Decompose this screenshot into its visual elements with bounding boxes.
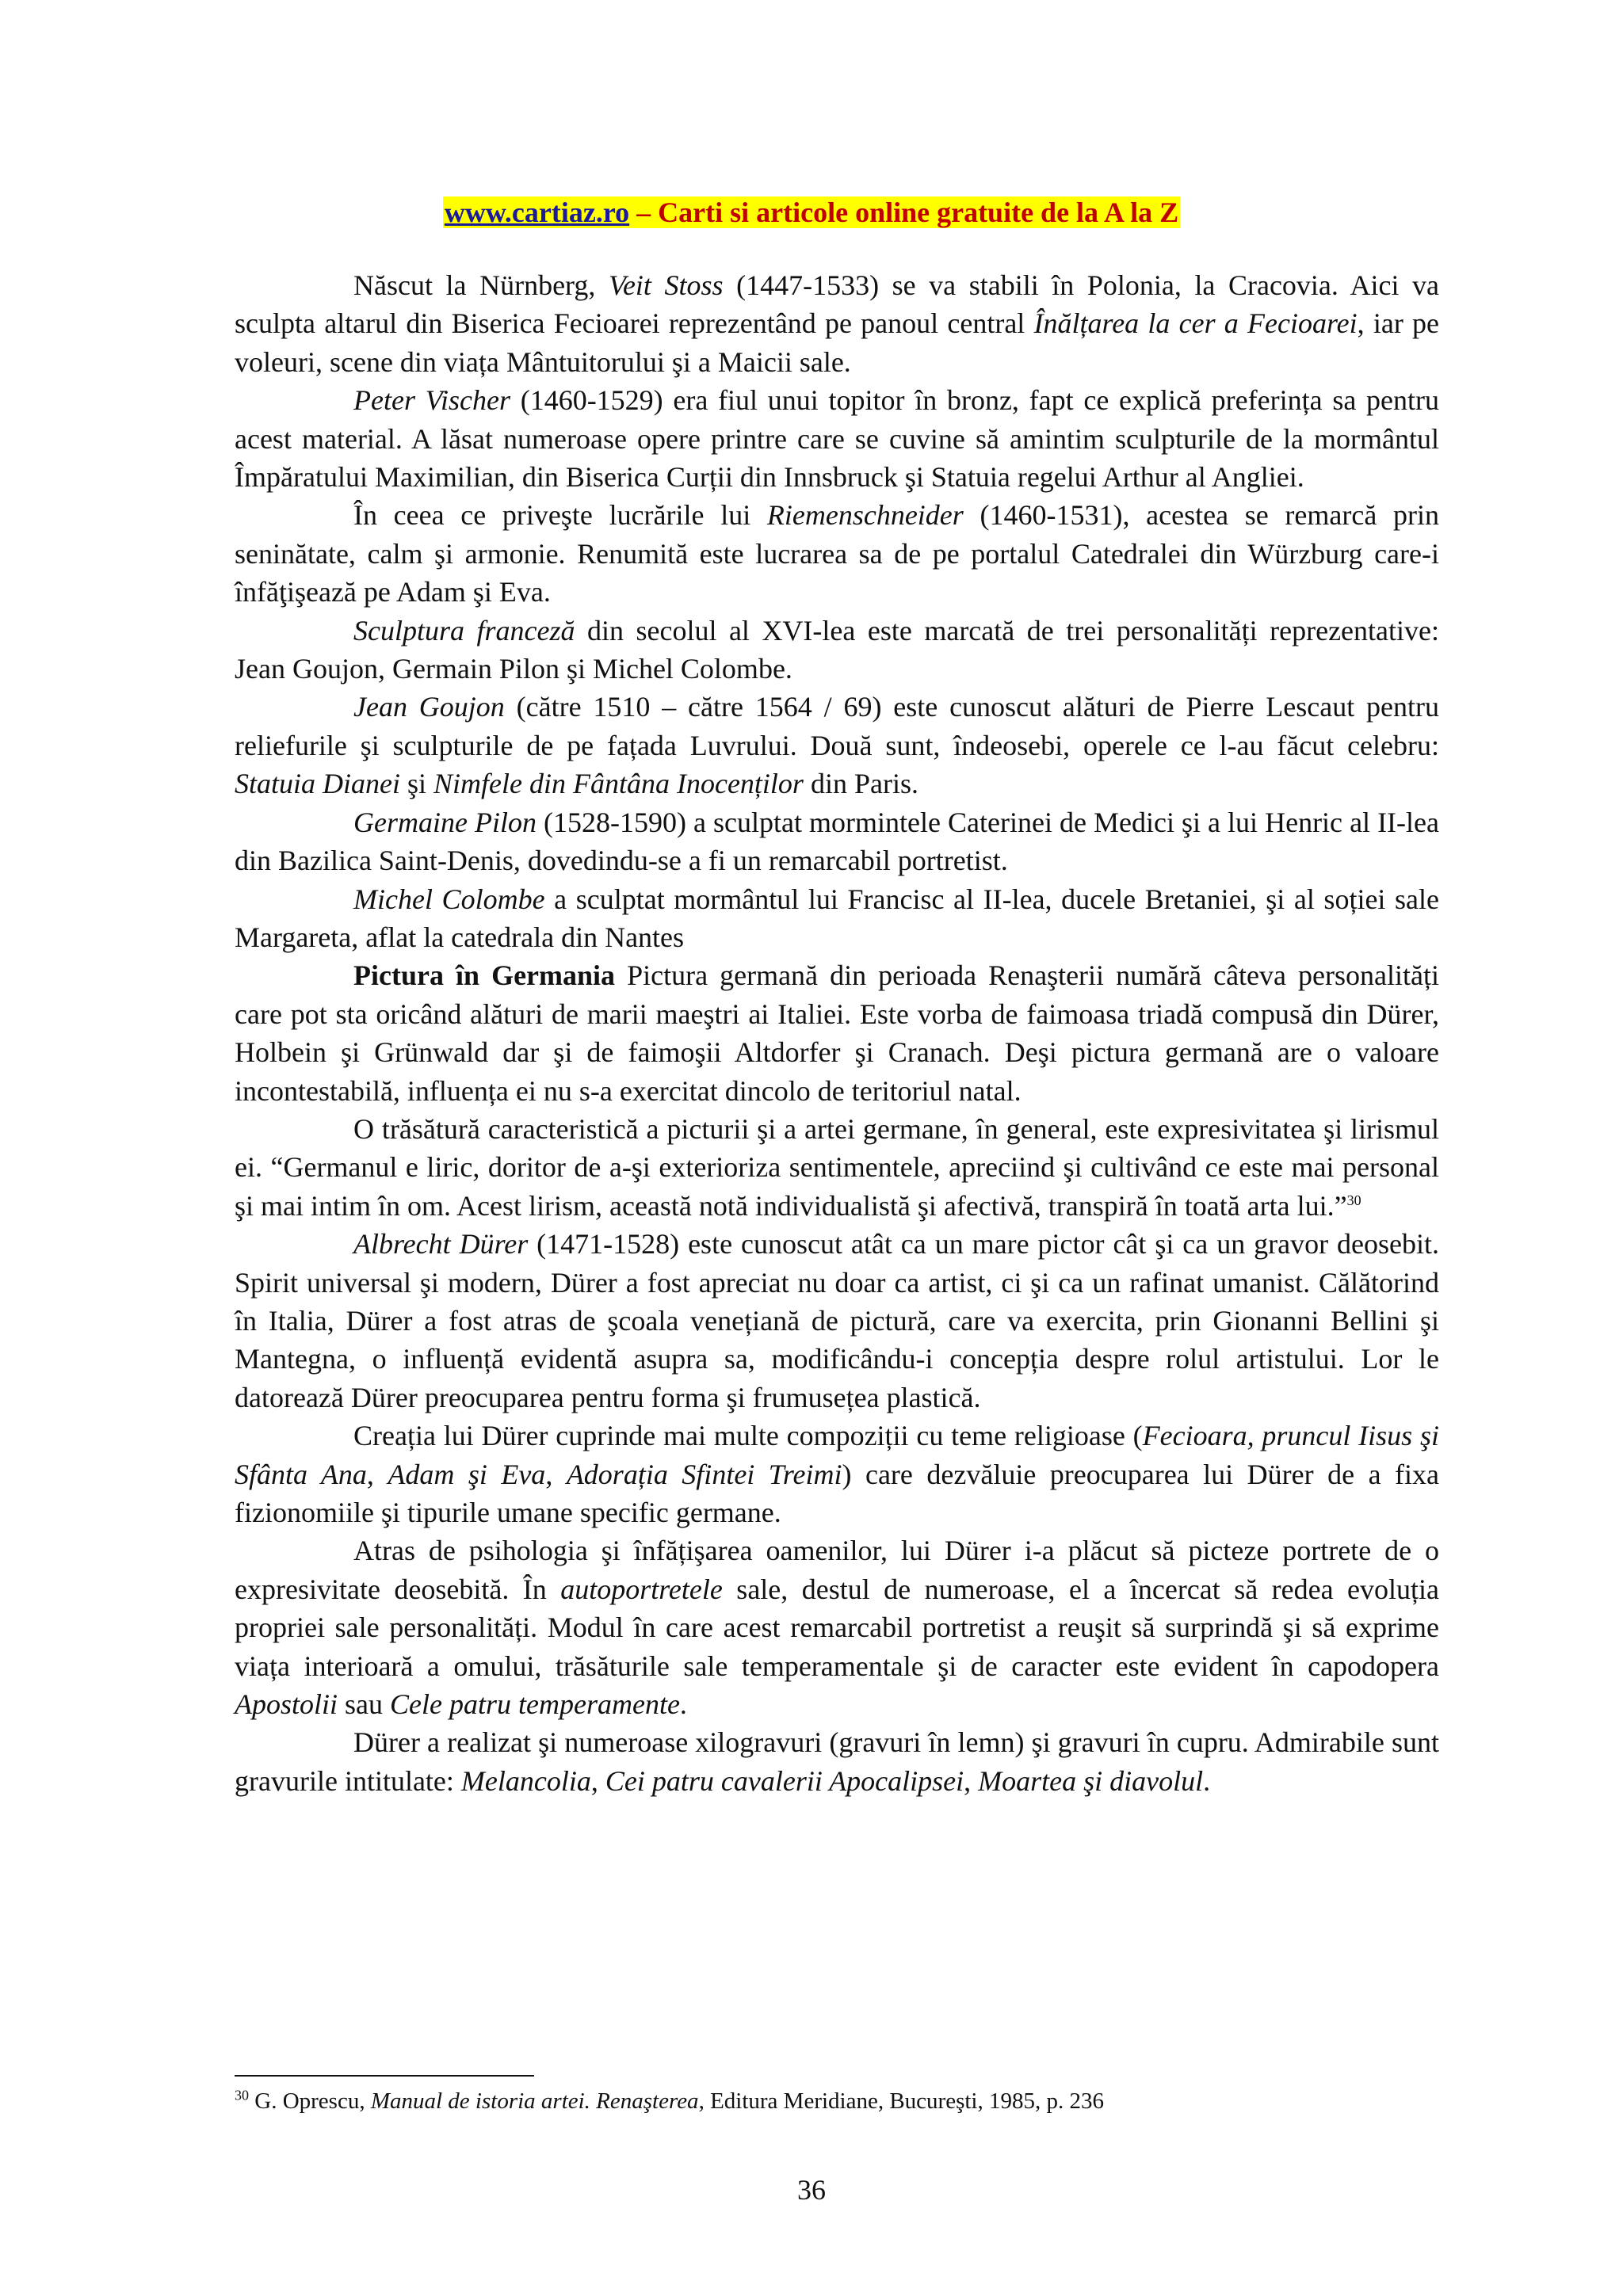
bold-heading: Pictura în Germania — [353, 959, 616, 992]
paragraph — [235, 266, 1439, 381]
text-run: În ceea ce priveşte lucrările lui — [353, 499, 767, 532]
italic-text: Manual de istoria artei. Renaşterea — [370, 2088, 699, 2114]
paragraph — [235, 1723, 1439, 1800]
footnote-ref: 30 — [1346, 1192, 1361, 1208]
text-run: din secolul al XVI-lea este marcată de trei personalități reprezentative: Jean Goujon, Germain Pilon şi Michel Colombe. — [235, 614, 1439, 685]
text-run: sale, destul de numeroase, el a încercat să redea evoluția propriei sale personalități. Modul în care acest remarcabil portretist a reuşit să surprindă şi să exprime viața interioară a omului, trăsăturile sale temperamentale şi de caracter este evident în capodopera — [235, 1573, 1439, 1682]
italic-text: Apostolii — [235, 1688, 338, 1721]
text-run: Născut la Nürnberg, — [353, 269, 609, 301]
italic-text: Albrecht Dürer — [353, 1228, 529, 1261]
italic-text: Adorația Sfintei Treimi — [566, 1458, 842, 1490]
site-link[interactable]: www.cartiaz.ro — [444, 196, 630, 228]
paragraph — [235, 688, 1439, 803]
text-run: Dürer a realizat şi numeroase xilogravuri (gravuri în lemn) şi gravuri în cupru. Admirabile sunt gravurile intitulate: — [235, 1726, 1439, 1797]
text-run: (către 1510 – către 1564 / 69) este cunoscut alături de Pierre Lescaut pentru reliefurile şi sculpturile de pe fațada Luvrului. Două sunt, îndeosebi, operele ce l-au făcut celebru: — [235, 691, 1439, 761]
italic-text: Cele patru temperamente — [390, 1688, 680, 1721]
text-run: sau — [338, 1688, 391, 1721]
text-run: , Editura Meridiane, Bucureşti, 1985, p. 236 — [698, 2088, 1104, 2114]
text-run: , iar pe voleuri, scene din viața Mântuitorului şi a Maicii sale. — [235, 307, 1440, 378]
paragraph — [235, 956, 1439, 1110]
text-run: Creația lui Dürer cuprinde mai multe compoziții cu teme religioase ( — [353, 1420, 1143, 1452]
text-run: a sculptat mormântul lui Francisc al II-lea, ducele Bretaniei, şi al soției sale Margareta, aflat la catedrala din Nantes — [235, 883, 1439, 953]
italic-text: Cei patru cavalerii Apocalipsei — [605, 1764, 964, 1797]
header-tagline: – Carti si articole online gratuite de la A la Z — [629, 196, 1179, 228]
italic-text: Nimfele din Fântâna Inocenților — [433, 768, 804, 800]
paragraph — [235, 496, 1439, 611]
italic-text: Riemenschneider — [766, 499, 964, 532]
italic-text: Jean Goujon — [353, 691, 505, 723]
italic-text: Sculptura franceză — [353, 614, 575, 646]
document-body — [235, 266, 1439, 1800]
text-run: (1447-1533) se va stabili în Polonia, la Cracovia. Aici va sculpta altarul din Biserica Fecioarei reprezentând pe panoul central — [235, 269, 1440, 340]
text-run: , — [590, 1764, 605, 1797]
text-run: , — [366, 1458, 388, 1490]
italic-text: Statuia Dianei — [235, 768, 400, 800]
italic-text: Fecioara, pruncul Iisus şi Sfânta Ana — [235, 1420, 1439, 1490]
paragraph — [235, 1417, 1439, 1531]
italic-text: Michel Colombe — [353, 883, 545, 915]
text-run: (1460-1529) era fiul unui topitor în bronz, fapt ce explică preferința sa pentru acest material. A lăsat numeroase opere printre care se cuvine să amintim sculpturile de la mormântul Împăratului Maximilian, din Biserica Curții din Innsbruck şi Statuia regelui Arthur al Angliei. — [235, 384, 1439, 494]
footnote — [235, 2085, 1439, 2117]
italic-text: Adam şi Eva — [388, 1458, 546, 1490]
site-header — [0, 192, 1623, 233]
text-run: Pictura germană din perioada Renaşterii numără câteva personalități care pot sta oricând alături de marii maeştri ai Italiei. Este vorba de faimoasa triadă compusă din Dürer, Holbein şi Grünwald dar şi de faimoşii Altdorfer şi Cranach. Deşi pictura germană are o valoare incontestabilă, influența ei nu s-a exercitat dincolo de teritoriul natal. — [235, 959, 1439, 1107]
italic-text: Înălțarea la cer a Fecioarei — [1033, 307, 1358, 340]
text-run: (1528-1590) a sculptat mormintele Caterinei de Medici şi a lui Henric al II-lea din Bazilica Saint-Denis, dovedindu-se a fi un remarcabil portretist. — [235, 806, 1439, 877]
text-run: G. Oprescu, — [249, 2088, 371, 2114]
text-run: (1471-1528) este cunoscut atât ca un mare pictor cât şi ca un gravor deosebit. Spirit universal şi modern, Dürer a fost apreciat nu doar ca artist, ci şi ca un rafinat umanist. Călătorind în Italia, Dürer a fost atras de şcoala venețiană de pictură, care va exercita, prin Gionanni Bellini şi Mantegna, o influență evidentă asupra sa, modificându-i concepția despre rolul artistului. Lor le datorează Dürer preocuparea pentru forma şi frumusețea plastică. — [235, 1228, 1439, 1413]
paragraph — [235, 1225, 1439, 1417]
italic-text: Peter Vischer — [353, 384, 510, 417]
text-run: şi — [400, 768, 434, 800]
text-run: . — [1203, 1764, 1211, 1797]
paragraph — [235, 381, 1439, 496]
text-run: O trăsătură caracteristică a picturii şi a artei germane, în general, este expresivitatea şi lirismul ei. “Germanul e liric, doritor de a-şi exterioriza sentimentele, apreciind şi cultivând ce este mai personal şi mai intim în om. Acest lirism, această notă individualistă şi afectivă, transpiră în toată arta lui.” — [235, 1112, 1439, 1222]
paragraph — [235, 803, 1439, 880]
text-run: , — [964, 1764, 979, 1797]
text-run: din Paris. — [803, 768, 918, 800]
text-run: ) care dezvăluie preocuparea lui Dürer de a fixa fizionomiile şi tipurile umane specific germane. — [235, 1458, 1440, 1528]
text-run: , — [545, 1458, 567, 1490]
text-run: (1460-1531), acestea se remarcă prin seninătate, calm şi armonie. Renumită este lucrarea sa de pe portalul Catedralei din Würzburg care-i înfăţişează pe Adam şi Eva. — [235, 499, 1439, 608]
italic-text: Melancolia — [460, 1764, 591, 1797]
italic-text: Moartea şi diavolul — [978, 1764, 1204, 1797]
paragraph — [235, 880, 1439, 957]
footnote-ref: 30 — [235, 2087, 249, 2103]
header-highlight — [443, 196, 1180, 228]
footnote-divider — [235, 2075, 534, 2077]
italic-text: autoportretele — [560, 1573, 723, 1605]
italic-text: Germaine Pilon — [353, 806, 537, 838]
paragraph — [235, 1531, 1439, 1723]
paragraph — [235, 612, 1439, 688]
text-run: Atras de psihologia şi înfățişarea oamenilor, lui Dürer i-a plăcut să picteze portrete de o expresivitate deosebită. În — [235, 1535, 1439, 1605]
page-number: 36 — [797, 2174, 826, 2206]
paragraph — [235, 1110, 1439, 1225]
italic-text: Veit Stoss — [608, 269, 724, 301]
text-run: . — [679, 1688, 687, 1721]
